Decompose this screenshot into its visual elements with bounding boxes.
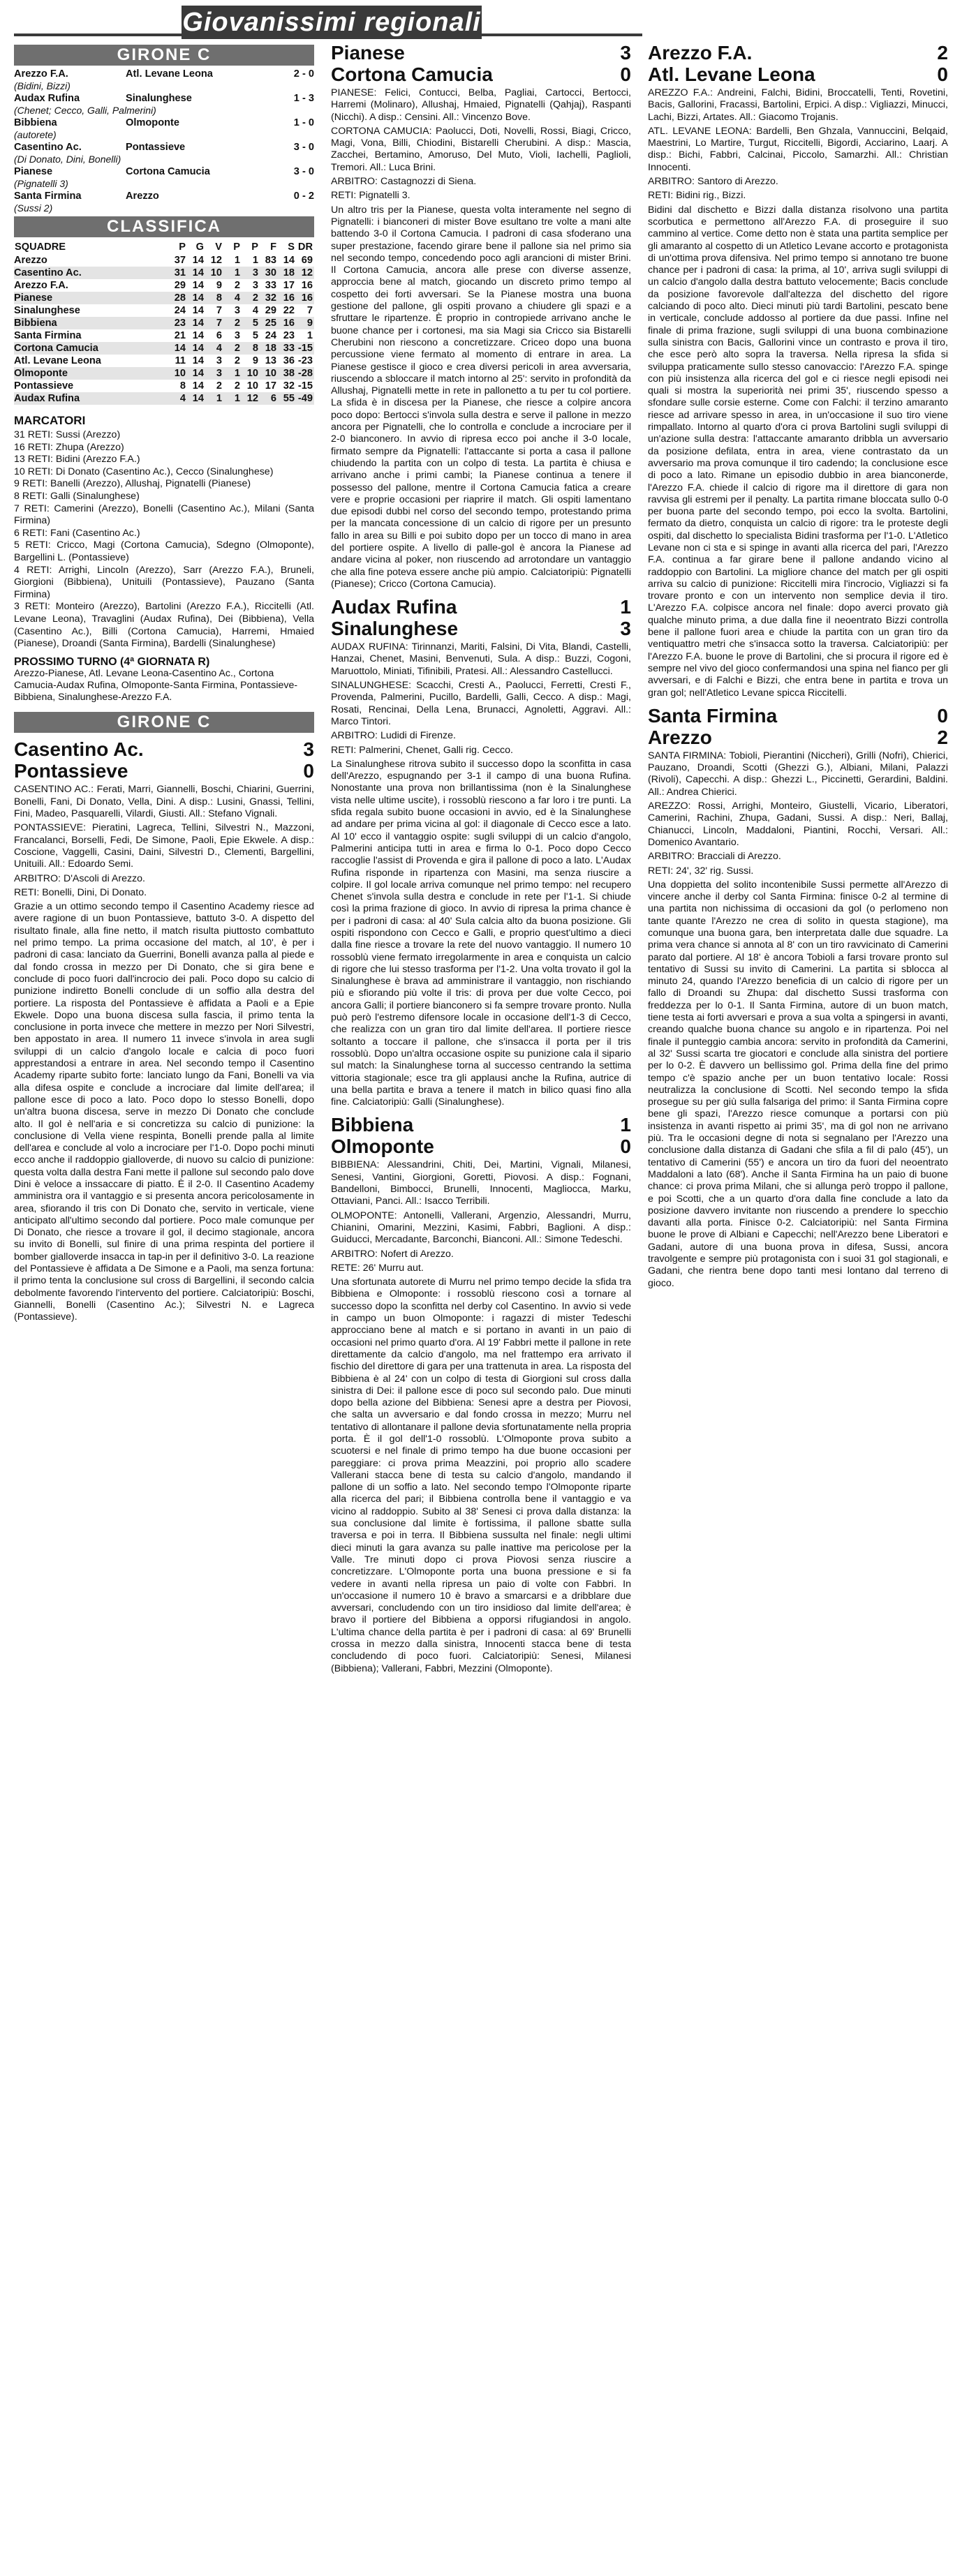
home-score: 1 [620, 1114, 631, 1136]
away-score: 0 [620, 64, 631, 85]
stat-cell: 2 [216, 380, 222, 392]
standings-row [14, 292, 314, 304]
result-away: Pontassieve [126, 142, 186, 153]
team-name: Pianese [14, 292, 169, 304]
home-team: Bibbiena [331, 1114, 414, 1136]
standings-row [14, 304, 314, 317]
result-home: Arezzo F.A. [14, 68, 68, 80]
stat-cell: 14 [169, 342, 187, 355]
away-score: 0 [937, 64, 948, 85]
away-lineup: ATL. LEVANE LEONA: Bardelli, Ben Ghzala, Vannuccini, Belqaid, Maestrini, Lo Martire, Turgut, Riccitelli, Bigordi, Acciarino, Laarj. A disp.: Bichi, Fabbri, Calcinai, Piccolo, Samarzhi. All.: Christian Innocenti. [648, 125, 948, 173]
stat-cell: 23 [169, 317, 187, 329]
stat-cell: 14 [192, 255, 204, 266]
stat-cell: 22 [283, 305, 295, 316]
stat-cell: 3 [216, 355, 222, 366]
home-score: 0 [937, 704, 948, 727]
match-pianese [331, 42, 631, 590]
team-name: Bibbiena [14, 317, 169, 329]
team-name: Santa Firmina [14, 330, 82, 341]
away-lineup: CORTONA CAMUCIA: Paolucci, Doti, Novelli, Rossi, Biagi, Cricco, Magi, Vona, Billi, Chiodini, Bistarelli Cherubini. A disp.: Mascia, Zacchei, Bertamino, Amoruso, Del Muto, Violi, Iachelli, Paglioli, Tremori. All.: Luca Brini. [331, 125, 631, 173]
stat-cell: 16 [296, 292, 314, 304]
scorer-line: 4 RETI: Arrighi, Lincoln (Arezzo), Sarr (Arezzo F.A.), Bruneli, Giorgioni (Bibbiena), Unituili (Pontassieve), Pauzano (Santa Firmina) [14, 564, 314, 600]
stat-cell: 14 [192, 280, 204, 291]
standings-table [14, 240, 314, 405]
home-lineup: CASENTINO AC.: Ferati, Marri, Giannelli, Boschi, Chiarini, Guerrini, Bonelli, Fani, Di Donato, Vella, Dini. A disp.: Lusini, Gnassi, Tellini, Fini, Madeo, Pasquarelli, Vilardi, Giusti. All.: Stefano Vignali. [14, 784, 314, 820]
team-name: Casentino Ac. [14, 267, 169, 279]
stat-cell: -49 [296, 392, 314, 405]
newspaper-page [14, 0, 956, 2576]
stat-cell: 7 [306, 305, 313, 316]
stat-cell: -23 [297, 355, 313, 366]
standings-col-header: P [179, 241, 186, 253]
home-lineup: AREZZO F.A.: Andreini, Falchi, Bidini, Broccatelli, Tenti, Rovetini, Bacis, Gallorini, Fracassi, Bartolini, Erpici. A disp.: Vigliazzi, Minucci, Lachi, Bizzi, Artates. All.: Giacomo Trojanis. [648, 87, 948, 123]
column-2 [331, 42, 631, 1675]
away-team: Atl. Levane Leona [648, 64, 815, 85]
team-name: Olmoponte [14, 367, 169, 380]
stat-cell: 3 [252, 280, 258, 291]
stat-cell: 2 [223, 342, 242, 355]
referee: ARBITRO: Castagnozzi di Siena. [331, 176, 477, 188]
stat-cell: 13 [265, 355, 276, 366]
standings-col-header: P [251, 241, 258, 253]
stat-cell: 8 [242, 342, 260, 355]
standings-col-header: V [215, 241, 222, 253]
result-home: Casentino Ac. [14, 142, 82, 153]
away-score: 0 [303, 760, 314, 782]
result-score: 0 - 2 [293, 191, 314, 202]
match-report: Bidini dal dischetto e Bizzi dalla distanza risolvono una partita scorbutica e permettono all'Arezzo F.A. di proseguire il suo cammino al vertice. Come detto non è stata una partita semplice per gli amaranto al cospetto di un Atletico Levane accorto e protagonista di un'ottima prova difensiva. Nel primo tempo si annotano tre buone chance per i padroni di casa: la prima, al 10', arriva sugli sviluppi di un calcio d'angolo dalla destra battuto velocemente; Bacis conclude da posizione favorevole dall'altezza del dischetto del rigore calciando di poco alto. Dieci minuti più tardi Bartolini, pescato bene in verticale, conclude addosso al portiere da due passi. Infine nel finale di prima frazione, sugli sviluppi di una buona combinazione sulla sinistra con Bacis, Gallorini vince un contrasto e prova il tiro, che esce però alto sopra la traversa. Nella ripresa la sfida si sviluppa praticamente sullo stesso canovaccio: l'Arezzo F.A. spinge con più insistenza alla ricerca del gol e ci riesce negli episodi nei quali si mostra la superiorità nei primi 35', riuscendo spesso a sfondare sulle corsie esterne. Come con Falchi: il terzino amaranto riesce ad arrivare spesso in area, in un'occasione il suo tiro viene rimpallato. Intorno al quarto d'ora ci prova Bartolini sugli sviluppi di un'azione sulla destra: l'attaccante amaranto dribbla un avversario da posizione defilata, entra in area, viene contrastato da un avversario ma prova comunque il tiro cadendo; la conclusione esce di poco a lato. Rimane un episodio dubbio in area bianconerde, l'Arezzo F.A. chiede il calcio di rigore ma il direttore di gara non ravvisa gli estremi per il penalty. La partita rimane bloccata sullo 0-0 per buona parte del secondo tempo, poi ecco la svolta. Bartolini, fermato da dietro, conquista un calcio di rigore: tra le proteste degli ospiti, dal dischetto lo specialista Bidini trasforma per l'1-0. L'Atletico Levane non ci sta e si spinge in avanti alla ricerca del pari, l'Arezzo F.A. continua a far girare bene il pallone andando vicino al raddoppio con Bartolini. La migliore chance del match per gli ospiti arriva su calcio di punizione: Riccitelli mira l'incrocio, Vigliazzi si fa trovare pronto e con un intervento non semplice devia il tiro. L'Arezzo F.A. colpisce ancora nel finale: dopo averci provato già qualche minuto prima, a due dalla fine il neoentrato Bizzi controlla bene il pallone fuori area e chiude la partita con un gran tiro da ventiquattro metri che s'insacca sotto la traversa. Calciatoripiù: per l'Arezzo F.A. buone le prove di Bartolini, che si procura il rigore ed è sempre nel vivo del gioco confermandosi una spina nel fianco per gli avversari, e di Falchi e Bizzi, che entra bene in partita e trova un gran gol; nell'Atletico Levane spicca Riccitelli. [648, 204, 948, 699]
stat-cell: 14 [187, 267, 205, 279]
stat-cell: 14 [187, 292, 205, 304]
stat-cell: 6 [260, 392, 278, 405]
match-report: Una sfortunata autorete di Murru nel primo tempo decide la sfida tra Bibbiena e Olmoponte: i rossoblù riescono così a tornare al successo dopo la sconfitta nel derby col Casentino. In avvio si vede in campo un buon Olmoponte: i ragazzi di mister Tedeschi approcciano bene al match e si portano in avanti in un paio di occasioni nel primo quarto d'ora. Al 19' Fabbri mette il pallone in rete direttamente da calcio d'angolo, ma nel frattempo era arrivato il fischio del direttore di gara per una trattenuta in area. La risposta del Bibbiena è al 24' con un colpo di testa di Giorgioni sul cross dalla sinistra di Dei: il pallone esce di poco sul secondo palo. Due minuti dopo bella azione del Bibbiena: Senesi apre a destra per Piovosi, che salta un avversario e dal fondo crossa in mezzo; Murru nel tentativo di allontanare il pallone devia sfortunatamente nella propria porta. È il gol dell'1-0 rossoblù. L'Olmoponte prova subito a scuotersi e nel finale di primo tempo ha due buone occasioni per pareggiare: ci prova prima Meazzini, poi proprio allo scadere Vallerani stacca bene di testa su calcio d'angolo, mandando il pallone di un soffio a lato. Nel secondo tempo l'Olmoponte riparte alla ricerca del pari; il Bibbiena controlla bene il vantaggio e va vicino al raddoppio. Subito al 38' Senesi ci prova dalla distanza: la sua conclusione dal limite è fortissima, il pallone sbatte sulla traversa e poi in terra. Il Bibbiena sussulta nel finale: negli ultimi dieci minuti la gara avanza su palle inattive ma pericolose per la Valle. Tre minuti dopo ci prova Piovosi senza riuscire a concretizzare. L'Olmoponte porta una buona pressione e si fa vedere in avanti nella ripresa un paio di volte con Fabbri. In un'occasione il numero 10 è bravo a smarcarsi e a dribblare due avversari, concludendo con un tiro insidioso dal limite dell'area; è bravo il portiere del Bibbiena a opporsi rifugiandosi in angolo. L'ultima chance della partita è per i padroni di casa: al 69' Brunelli crossa in mezzo dalla sinistra, Innocenti stacca bene di testa concludendo di poco fuori. Calciatoripiù: Senesi, Milanesi (Bibbiena); Vallerani, Fabbri, Mezzini (Olmoponte). [331, 1276, 631, 1674]
standings-col-header: DR [297, 241, 313, 253]
stat-cell: 10 [169, 367, 187, 380]
home-score: 2 [937, 42, 948, 64]
group-header-2: GIRONE C [14, 712, 314, 733]
result-home: Bibbiena [14, 117, 57, 128]
stat-cell: 8 [205, 292, 223, 304]
stat-cell: 2 [234, 280, 240, 291]
column-1 [14, 42, 314, 1324]
result-scorers: (autorete) [14, 129, 57, 140]
stat-cell: 1 [306, 330, 313, 341]
stat-cell: 23 [283, 330, 295, 341]
stat-cell: 5 [242, 317, 260, 329]
scorer-line: 3 RETI: Monteiro (Arezzo), Bartolini (Arezzo F.A.), Riccitelli (Atl. Levane Leona), Travaglini (Audax Rufina), Dei (Bibbiena), Vella (Casentino Ac.), Billi (Cortona Camucia), Harremi, Hmaied (Pianese), Droandi (Santa Firmina), Bardelli (Sinalunghese) [14, 601, 314, 650]
away-team: Olmoponte [331, 1136, 434, 1158]
stat-cell: 11 [175, 355, 186, 366]
stat-cell: 12 [242, 392, 260, 405]
away-team: Arezzo [648, 726, 712, 748]
stat-cell: 12 [296, 267, 314, 279]
stat-cell: 32 [283, 380, 295, 392]
next-round-text: Arezzo-Pianese, Atl. Levane Leona-Casentino Ac., Cortona Camucia-Audax Rufina, Olmoponte-Santa Firmina, Pontassieve-Bibbiena, Sinalunghese-Arezzo F.A. [14, 667, 298, 703]
column-3 [648, 42, 948, 1290]
result-scorers: (Pignatelli 3) [14, 178, 68, 189]
stat-cell: 21 [174, 330, 186, 341]
result-score: 1 - 3 [293, 93, 314, 104]
result-row [14, 191, 314, 202]
stat-cell: 2 [234, 355, 240, 366]
stat-cell: 25 [260, 317, 278, 329]
result-scorers: (Di Donato, Dini, Bonelli) [14, 154, 121, 165]
result-away: Atl. Levane Leona [126, 68, 213, 80]
away-score: 3 [620, 618, 631, 640]
group-header: GIRONE C [14, 45, 314, 66]
result-scorers: (Bidini, Bizzi) [14, 80, 71, 91]
scorer-line: 13 RETI: Bidini (Arezzo F.A.) [14, 454, 140, 466]
team-name: Arezzo F.A. [14, 280, 68, 291]
stat-cell: 12 [210, 255, 222, 266]
team-name: Audax Rufina [14, 392, 169, 405]
result-score: 3 - 0 [293, 166, 314, 177]
stat-cell: 7 [216, 305, 222, 316]
stat-cell: 14 [187, 392, 205, 405]
referee: ARBITRO: Ludidi di Firenze. [331, 730, 456, 742]
home-team: Pianese [331, 42, 405, 64]
stat-cell: 1 [223, 267, 242, 279]
standings-row [14, 267, 314, 279]
stat-cell: 14 [187, 367, 205, 380]
scorers-list [14, 429, 314, 650]
goals: RETI: Bonelli, Dini, Di Donato. [14, 886, 147, 898]
stat-cell: 4 [205, 342, 223, 355]
home-lineup: BIBBIENA: Alessandrini, Chiti, Dei, Martini, Vignali, Milanesi, Senesi, Vantini, Giorgioni, Goretti, Piovosi. A disp.: Fognani, Bandelloni, Bimbocci, Brunelli, Innocenti, Magliocca, Marku, Ottaviani, Panci. All.: Isacco Terribili. [331, 1159, 631, 1207]
away-score: 2 [937, 726, 948, 748]
goals: RETI: Palmerini, Chenet, Galli rig. Cecco. [331, 744, 513, 756]
scorer-line: 31 RETI: Sussi (Arezzo) [14, 429, 121, 441]
match-santafirmina [648, 705, 948, 1290]
standings-row [14, 279, 314, 292]
stat-cell: 14 [187, 317, 205, 329]
result-row [14, 117, 314, 129]
result-row [14, 93, 314, 105]
home-score: 3 [620, 42, 631, 64]
away-lineup: OLMOPONTE: Antonelli, Vallerani, Argenzio, Alessandri, Murru, Chianini, Omarini, Mezzini, Kasimi, Fabbri, Baglioni. A disp.: Guiducci, Mercadante, Barconchi, Bianconi. All.: Simone Tedeschi. [331, 1209, 631, 1246]
stat-cell: 1 [223, 392, 242, 405]
stat-cell: 38 [278, 367, 296, 380]
away-lineup: SINALUNGHESE: Scacchi, Cresti A., Paolucci, Ferretti, Cresti F., Provenda, Palmerini, Pucillo, Bardelli, Galli, Cecco. A disp.: Magi, Rosati, Rencinai, Della Lena, Brunacci, Agnoletti, Aggravi. All.: Marco Tintori. [331, 680, 631, 727]
stat-cell: 3 [234, 330, 240, 341]
team-name: Cortona Camucia [14, 342, 169, 355]
stat-cell: 18 [278, 267, 296, 279]
home-team: Casentino Ac. [14, 738, 144, 761]
stat-cell: 10 [242, 367, 260, 380]
away-score: 0 [620, 1136, 631, 1158]
stat-cell: 29 [265, 305, 276, 316]
result-home: Santa Firmina [14, 191, 82, 202]
standings-row [14, 342, 314, 355]
stat-cell: 55 [278, 392, 296, 405]
team-name: Atl. Levane Leona [14, 355, 101, 366]
results-list [14, 68, 314, 214]
stat-cell: 14 [192, 380, 204, 392]
stat-cell: 14 [187, 342, 205, 355]
stat-cell: 29 [174, 280, 186, 291]
match-casentino [14, 738, 314, 1323]
referee: ARBITRO: Santoro di Arezzo. [648, 176, 778, 188]
stat-cell: 5 [252, 330, 258, 341]
stat-cell: 17 [283, 280, 295, 291]
goals: RETI: Bidini rig., Bizzi. [648, 190, 746, 202]
stat-cell: 33 [278, 342, 296, 355]
stat-cell: 32 [260, 292, 278, 304]
result-scorers: (Sussi 2) [14, 202, 53, 214]
stat-cell: 4 [252, 305, 258, 316]
result-away: Arezzo [126, 191, 159, 202]
result-row [14, 68, 314, 80]
stat-cell: 10 [260, 367, 278, 380]
match-audax [331, 596, 631, 1108]
stat-cell: 14 [192, 355, 204, 366]
match-report: La Sinalunghese ritrova subito il successo dopo la sconfitta in casa dell'Arezzo, espugnando per 3-1 il campo di una buona Rufina. Nonostante una prova non brillantissima (non è la Sinalunghese vista nelle ultime uscite), i rossoblù riescono a far loro i tre punti. La sfida regala subito buone occasioni in avvio, ed è la Sinalunghese ad andare per prima vicina al gol: il diagonale di Cecco esce a lato. Al 10' ecco il vantaggio ospite: sugli sviluppi di un calcio d'angolo, Palmerini anticipa tutti in area e firma lo 0-1. Poco dopo Cecco raccoglie l'assist di Provenda e gira il pallone di poco a lato. L'Audax Rufina risponde in ripartenza con Masini, ma senza riuscire a colpire. Il gol locale arriva comunque nel primo tempo: nel recupero Chenet s'invola sulla destra e conclude in rete per l'1-1. Si chiude così la prima frazione di gioco. In avvio di ripresa la prima chance è per i padroni di casa: al 40' Sula calcia alto da buona posizione. Gli ospiti rispondono con Cecco e Galli, e proprio quest'ultimo a dieci dalla fine riesce a trovare la rete del nuovo vantaggio. Il numero 10 rossoblù viene fermato irregolarmente in area e conquista un calcio di rigore che lui stesso trasforma per l'1-2. Una volta trovato il gol la Sinalunghese è brava ad amministrare il vantaggio, non rischiando più e sfiorando più volte il tris: di prova per due volte Cecco, poi ancora Galli; il portiere bianconero si fa sempre trovare pronto. Nulla può però l'estremo difensore locale in occasione dell'1-3 di Cecco, che realizza con un gran tiro dal limite dell'area. Il portiere riesce soltanto a toccare il pallone, che s'insacca il porta per il tris rossoblù. Dopo un'altra occasione ospite su punizione cala il sipario sul match: la Sinalunghese torna al successo centrando la settima vittoria stagionale; esce tra gli applausi anche la Rufina, autrice di una bella partita e brava a tenere il match in bilico quasi fino alla fine. Calciatoripiù: Galli (Sinalunghese). [331, 758, 631, 1108]
referee: ARBITRO: Nofert di Arezzo. [331, 1248, 454, 1260]
stat-cell: 1 [223, 367, 242, 380]
home-lineup: AUDAX RUFINA: Tirinnanzi, Mariti, Falsini, Di Vita, Blandi, Castelli, Hanzai, Chenet, Masini, Benvenuti, Sula. A disp.: Buzzi, Cogoni, Maruottolo, Miniati, Tifinibili, Pratesi. All.: Alessandro Castellucci. [331, 641, 631, 677]
goals: RETI: 24', 32' rig. Sussi. [648, 865, 754, 877]
stat-cell: 3 [242, 267, 260, 279]
team-name: Pontassieve [14, 380, 74, 392]
standings-header-row [14, 240, 314, 254]
standings-col-header: G [195, 241, 204, 253]
standings-row [14, 317, 314, 329]
home-team: Arezzo F.A. [648, 42, 753, 64]
stat-cell: 69 [301, 255, 313, 266]
stat-cell: 7 [205, 317, 223, 329]
next-round-title: PROSSIMO TURNO (4ª GIORNATA R) [14, 655, 210, 668]
standings-row [14, 380, 314, 392]
result-row [14, 142, 314, 154]
stat-cell: 14 [283, 255, 295, 266]
away-team: Pontassieve [14, 760, 128, 782]
referee: ARBITRO: Bracciali di Arezzo. [648, 851, 781, 863]
result-score: 3 - 0 [293, 142, 314, 153]
stat-cell: 28 [169, 292, 187, 304]
standings-col-header: P [233, 241, 240, 253]
scorer-line: 9 RETI: Banelli (Arezzo), Allushaj, Pignatelli (Pianese) [14, 478, 251, 490]
stat-cell: 3 [234, 305, 240, 316]
stat-cell: 18 [260, 342, 278, 355]
result-away: Cortona Camucia [126, 166, 210, 177]
result-score: 1 - 0 [293, 117, 314, 128]
stat-cell: -15 [297, 380, 313, 392]
stat-cell: 4 [223, 292, 242, 304]
stat-cell: -15 [296, 342, 314, 355]
stat-cell: 10 [205, 267, 223, 279]
scorer-line: 10 RETI: Di Donato (Casentino Ac.), Cecco (Sinalunghese) [14, 466, 274, 477]
scorer-line: 5 RETI: Cricco, Magi (Cortona Camucia), Sdegno (Olmoponte), Bargellini L. (Pontassieve) [14, 539, 314, 564]
stat-cell: 4 [169, 392, 187, 405]
standings-row [14, 329, 314, 342]
match-report: Una doppietta del solito incontenibile Sussi permette all'Arezzo di vincere anche il derby col Santa Firmina: finisce 0-2 al termine di una partita non nichissima di occasioni da gol (o perlomeno non tante quante l'Arezzo ne crea di solito in questa stagione), ma comunque una buona gara, ben interpretata dalle due squadre. La prima vera chance si annota al 8' con un tiro ravvicinato di Camerini parato dal portiere. Al 18' è ancora Tobioli a farsi trovare pronto sul tentativo di Sussi su invito di Camerini. La partita si sblocca al minuto 24, quando l'Arezzo beneficia di un calcio di rigore per un fallo di Droandi su Zhupa: dal dischetto Sussi trasforma con freddezza per lo 0-1. Il Santa Firmina, autore di un buon match, tiene testa ai forti avversari e prova a sua volta a spingersi in avanti, creando qualche buona chance su angolo e in ripartenza. Poi nel finale il punteggio cambia ancora: servito in profondità da Camerini, al 32' Sussi scarta tre giocatori e conclude alla sinistra del portiere per lo 0-2. È davvero un bellissimo gol. Prima della fine del primo tempo c'è spazio anche per un buon tentativo locale: Rossi neutralizza la conclusione di Scotti. Nel secondo tempo la sfida prosegue su per giù sulla falsariga del primo: il Santa Firmina copre bene gli spazi, l'Arezzo riesce comunque a portarsi con più insistenza in avanti rispetto ai primi 35', ma di gol non ne arrivano più. Tra le occasioni degne di nota si segnalano per l'Arezzo una conclusione dalla distanza di Gadani che sfila a fil di palo (45'), un tentativo di Camerini (55') e ancora un tiro da fuori del neoentrato Maddaloni a lato (68'). Anche il Santa Firmina ha un paio di buone chance: ci prova prima Milani, che si allunga però troppo il pallone, e poi Scotti, che a un quarto d'ora dalla fine conclude a lato da posizione davvero invitante non riuscendo a prendere lo specchio davanti alla porta. Finisce 0-2. Calciatoripiù: nel Santa Firmina buone le prove di Albiani e Capecchi; nell'Arezzo bene Liberatori e Gadani, autore di una buona prova in difesa, Sussi, ancora travolgente e sempre più protagonista con i suoi 31 gol stagionali, e Gadani, che rientra bene dopo tanti mesi lontano dal terreno di gioco. [648, 879, 948, 1289]
standings-row [14, 367, 314, 380]
referee: ARBITRO: D'Ascoli di Arezzo. [14, 872, 145, 884]
scorer-line: 7 RETI: Camerini (Arezzo), Bonelli (Casentino Ac.), Milani (Santa Firmina) [14, 502, 314, 527]
home-score: 3 [303, 738, 314, 761]
stat-cell: 2 [234, 380, 240, 392]
scorers-title: MARCATORI [14, 414, 86, 427]
home-team: Santa Firmina [648, 704, 778, 727]
result-row [14, 166, 314, 178]
stat-cell: 1 [205, 392, 223, 405]
stat-cell: 8 [179, 380, 186, 392]
scorer-line: 16 RETI: Zhupa (Arezzo) [14, 441, 124, 453]
result-home: Pianese [14, 166, 53, 177]
stat-cell: 14 [192, 305, 204, 316]
standings-col-header: SQUADRE [15, 241, 66, 253]
stat-cell: -28 [296, 367, 314, 380]
team-name: Sinalunghese [14, 305, 80, 316]
stat-cell: 6 [216, 330, 222, 341]
home-team: Audax Rufina [331, 596, 457, 618]
away-team: Sinalunghese [331, 618, 459, 640]
standings-col-header: F [270, 241, 276, 253]
away-lineup: PONTASSIEVE: Pieratini, Lagreca, Tellini, Silvestri N., Mazzoni, Francalanci, Borselli, Fedi, De Simone, Paoli, Epie Ekwele. A disp.: Coscione, Vaggelli, Casini, Daini, Silvestri D., Clementi, Bargellini, Unituili. All.: Edoardo Semi. [14, 822, 314, 870]
stat-cell: 2 [223, 317, 242, 329]
stat-cell: 24 [174, 305, 186, 316]
stat-cell: 1 [234, 255, 240, 266]
stat-cell: 30 [260, 267, 278, 279]
stat-cell: 2 [242, 292, 260, 304]
result-score: 2 - 0 [293, 68, 314, 80]
standings-row [14, 254, 314, 267]
stat-cell: 1 [252, 255, 258, 266]
home-score: 1 [620, 596, 631, 618]
standings-row [14, 355, 314, 367]
goals: RETE: 26' Murru aut. [331, 1262, 424, 1274]
away-team: Cortona Camucia [331, 64, 493, 85]
away-lineup: AREZZO: Rossi, Arrighi, Monteiro, Giustelli, Vicario, Liberatori, Camerini, Rachini, Zhupa, Gadani, Sussi. A disp.: Neri, Ballaj, Chianucci, Lincoln, Maddaloni, Piantini, Rocchi, Versari. All.: Domenico Avantario. [648, 801, 948, 848]
standings-col-header: S [288, 241, 295, 253]
result-scorers: (Chenet; Cecco, Galli, Palmerini) [14, 105, 156, 116]
standings-row [14, 392, 314, 405]
result-home: Audax Rufina [14, 93, 80, 104]
stat-cell: 36 [283, 355, 295, 366]
match-report: Grazie a un ottimo secondo tempo il Casentino Academy riesce ad avere ragione di un buon Pontassieve, battuto 3-0. A dispetto del risultato finale, alla fine netto, il match risulta piuttosto combattuto nel primo tempo. La prima occasione del match, al 10', è per i padroni di casa: lanciato da Guerrini, Bonelli avanza palla al piede e dal fondo crossa in mezzo per Di Donato, che si gira bene e conclude di poco fuori dall'incrocio dei pali. Poco dopo su calcio di punizione indiretto Bonelli conclude di un soffio alla destra del portiere. La risposta del Pontassieve è affidata a Paoli e a Epie Ekwele. Dopo una buona discesa sulla fascia, il primo tenta la conclusione in porta invece che mettere in mezzo per Nori Silvestri, ben appostato in area. Il numero 11 invece s'invola in area sugli sviluppi di un calcio d'angolo locale e calcia di poco fuori apprestandosi a entrare in area. Nel secondo tempo il Casentino Academy riparte subito forte: lanciato lungo da Fani, Bonelli va via alla difesa ospite e conclude a incrociare dal limite dell'area; il pallone esce di poco a lato. Poco dopo lo stesso Bonelli, dopo un'altra buona discesa, serve in mezzo Di Donato che conclude alto. Il gol è nell'aria e si concretizza su calcio di punizione: la conclusione di Vella viene respinta, Bonelli prende palla al limite dell'area e conclude al volo a incrociare per l'1-0. Dopo pochi minuti ecco anche il raddoppio gialloverde, di nuovo su calcio di punizione: questa volta dalla destra Fani mette il pallone sul secondo palo dove Dini è veloce a inssaccare di piatto. È il 2-0. Il Casentino Academy amministra ora il vantaggio e si presenta ancora pericolosamente in area, sfiorando il tris con Di Donato che, servito in verticale, viene anticipato all'ultimo secondo dal portiere. Poco male comunque per Di Donato, che riesce a trovare il gol, il decimo stagionale, ancora su invito di Bonelli, sul finire di una prima respinta del portiere il bomber gialloverde insacca in tap-in per il definitivo 3-0. La reazione del Pontassieve è affidata a De Simone e a Paoli, ma senza fortuna: il primo tenta la conclusione sul cross di Bargellini, il secondo calcia debolmente favorendo l'intervento del portiere. Calciatoripiù: Boschi, Giannelli, Bonelli (Casentino Ac.); Silvestri N. e Lagreca (Pontassieve). [14, 901, 314, 1323]
stat-cell: 16 [301, 280, 313, 291]
stat-cell: 16 [278, 292, 296, 304]
stat-cell: 14 [192, 330, 204, 341]
standings-header: CLASSIFICA [14, 216, 314, 237]
stat-cell: 83 [265, 255, 276, 266]
masthead [14, 6, 642, 40]
match-bibbiena [331, 1114, 631, 1674]
section-title: Giovanissimi regionali [182, 6, 482, 39]
team-name: Arezzo [14, 255, 47, 266]
stat-cell: 10 [246, 380, 258, 392]
stat-cell: 9 [296, 317, 314, 329]
stat-cell: 9 [216, 280, 222, 291]
stat-cell: 31 [169, 267, 187, 279]
goals: RETI: Pignatelli 3. [331, 190, 410, 202]
match-report: Un altro tris per la Pianese, questa volta interamente nel segno di Pignatelli: i bianconeri di mister Bove esultano tre volte a mani alte battendo 3-0 il Cortona Camucia. I padroni di casa sfoderano una super prestazione, facendo girare bene il pallone sia nel primo sia nel secondo tempo, concedendo poco agli arancioni di mister Brini. Il Cortona Camucia, ancora alle prese con diverse assenze, approccia bene al match, giocando un discreto primo tempo al cospetto dei forti avversari. Se la Pianese mostra una buona gestione del pallone, gli ospiti provano a chiudere gli spazi e a sfruttare le ripartenze. È proprio in contropiede arrivano anche le buone chance per i cortonesi, ma sia Magi sia Cricco sia Bistarelli Cherubini non riescono a concretizzare. Criceo dopo una buona percussione viene fermato al momento di entrare in area. La Pianese gestisce il gioco e crea diversi pericoli in area avversaria, riuscendo a sbloccare il match intorno al 25': servito in profondità da Allushaj, Pignatelli mette in rete in pallonetto a tu per tu col portiere. La sfida è in discesa per la Pianese, che riesce a colpire ancora poco dopo: Bertocci s'invola sulla destra e serve il pallone in mezzo ancora per Pignatelli, che lo controlla e conclude a incrociare per il 2-0 bianconero. In avvio di ripresa ecco poi anche il 3-0 locale, firmato sempre da Pignatelli: l'attaccante si porta a casa il pallone chiudendo la partita con un colpo di testa. La partita è chiusa e arrivano anche i primi cambi; la Pianese continua a tenere il possesso del pallone, mentre il Cortona Camucia fatica a creare vere e proprie occasioni per riaprire il match. Gli ospiti lamentano due episodi dubbi nel corso del secondo tempo, protestando prima per la mancata concessione di un calcio di rigore per un presunto fallo in area su Billi e poi subito dopo per un tocco di mano in area del portiere ospite. A livello di palle-gol è ancora la Pianese ad andare vicina al poker, non riuscendo ad arrotondare un vantaggio che alla fine poteva essere anche più ampio. Calciatoripiù: Pignatelli (Pianese); Cricco (Cortona Camucia). [331, 204, 631, 590]
result-away: Sinalunghese [126, 93, 192, 104]
home-lineup: SANTA FIRMINA: Tobioli, Pierantini (Niccheri), Grilli (Nofri), Chierici, Pauzano, Droandi, Scotti (Ghezzi G.), Albiani, Milani, Palazzi (Rivoli), Capecchi. A disp.: Ghezzi L., Piccinetti, Gerardini, Baldini. All.: Andrea Chierici. [648, 750, 948, 798]
scorer-line: 8 RETI: Galli (Sinalunghese) [14, 491, 140, 502]
stat-cell: 37 [174, 255, 186, 266]
stat-cell: 33 [265, 280, 276, 291]
stat-cell: 3 [205, 367, 223, 380]
home-lineup: PIANESE: Felici, Contucci, Belba, Pagliai, Cartocci, Bertocci, Harremi (Molinaro), Allushaj, Hmaied, Pignatelli (Qahjaj), Raspanti (Nicchi). A disp.: Censini. All.: Vincenzo Bove. [331, 87, 631, 123]
result-away: Olmoponte [126, 117, 180, 128]
stat-cell: 17 [265, 380, 276, 392]
stat-cell: 9 [252, 355, 258, 366]
scorer-line: 6 RETI: Fani (Casentino Ac.) [14, 527, 140, 539]
stat-cell: 16 [278, 317, 296, 329]
match-arezzofa [648, 42, 948, 699]
stat-cell: 24 [265, 330, 276, 341]
